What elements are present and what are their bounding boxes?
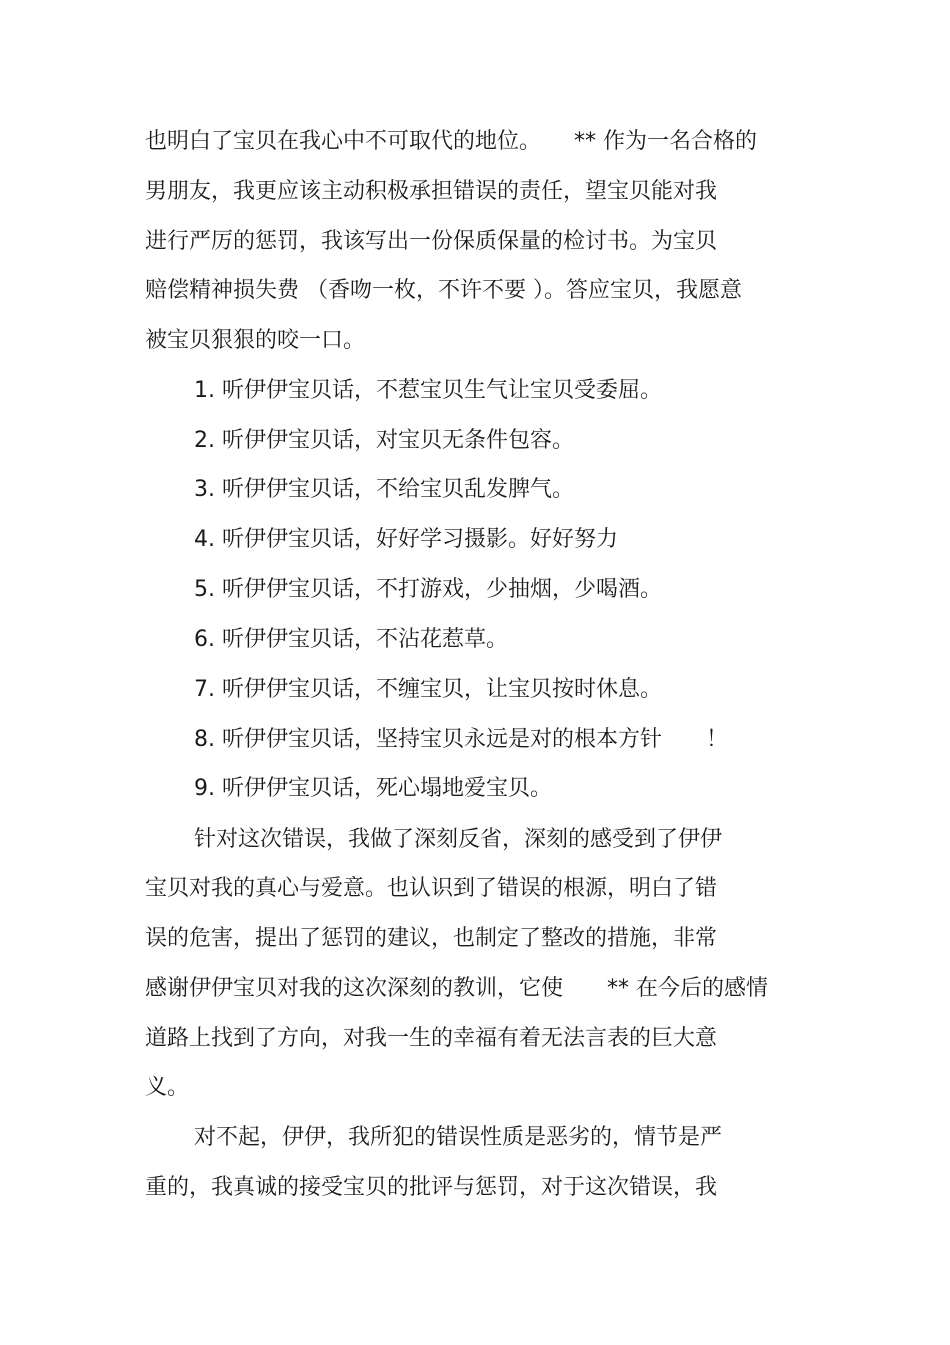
paragraph1-line-5: 被宝贝狠狠的咬一口。 <box>145 328 366 353</box>
list-item: 9. 听伊伊宝贝话，死心塌地爱宝贝。 <box>194 776 552 801</box>
paragraph3-line-2: 重的，我真诚的接受宝贝的批评与惩罚，对于这次错误，我 <box>145 1175 718 1200</box>
paragraph2-line-1: 针对这次错误，我做了深刻反省，深刻的感受到了伊伊 <box>194 827 723 852</box>
paragraph2-line-2: 宝贝对我的真心与爱意。也认识到了错误的根源，明白了错 <box>145 876 718 901</box>
paragraph1-line-4: 赔偿精神损失费 （香吻一枚，不许不要 ）。答应宝贝，我愿意 <box>145 278 742 303</box>
paragraph3-line-1: 对不起，伊伊，我所犯的错误性质是恶劣的，情节是严 <box>194 1125 723 1150</box>
paragraph2-line-6: 义。 <box>145 1075 190 1100</box>
list-item: 5. 听伊伊宝贝话，不打游戏，少抽烟，少喝酒。 <box>194 577 662 602</box>
list-item: 3. 听伊伊宝贝话，不给宝贝乱发脾气。 <box>194 477 574 502</box>
list-item: 8. 听伊伊宝贝话，坚持宝贝永远是对的根本方针 ！ <box>194 727 728 752</box>
paragraph2-line-5: 道路上找到了方向，对我一生的幸福有着无法言表的巨大意 <box>145 1026 718 1051</box>
list-item: 6. 听伊伊宝贝话，不沾花惹草。 <box>194 627 508 652</box>
paragraph1-line-1: 也明白了宝贝在我心中不可取代的地位。 ** 作为一名合格的 <box>145 129 757 154</box>
paragraph2-line-3: 误的危害，提出了惩罚的建议，也制定了整改的措施，非常 <box>145 926 718 951</box>
list-item: 7. 听伊伊宝贝话，不缠宝贝，让宝贝按时休息。 <box>194 677 662 702</box>
list-item: 2. 听伊伊宝贝话，对宝贝无条件包容。 <box>194 428 574 453</box>
paragraph2-line-4: 感谢伊伊宝贝对我的这次深刻的教训，它使 ** 在今后的感情 <box>145 976 768 1001</box>
paragraph1-line-3: 进行严厉的惩罚，我该写出一份保质保量的检讨书。为宝贝 <box>145 229 718 254</box>
list-item: 4. 听伊伊宝贝话，好好学习摄影。好好努力 <box>194 527 618 552</box>
list-item: 1. 听伊伊宝贝话，不惹宝贝生气让宝贝受委屈。 <box>194 378 662 403</box>
paragraph1-line-2: 男朋友，我更应该主动积极承担错误的责任，望宝贝能对我 <box>145 179 718 204</box>
